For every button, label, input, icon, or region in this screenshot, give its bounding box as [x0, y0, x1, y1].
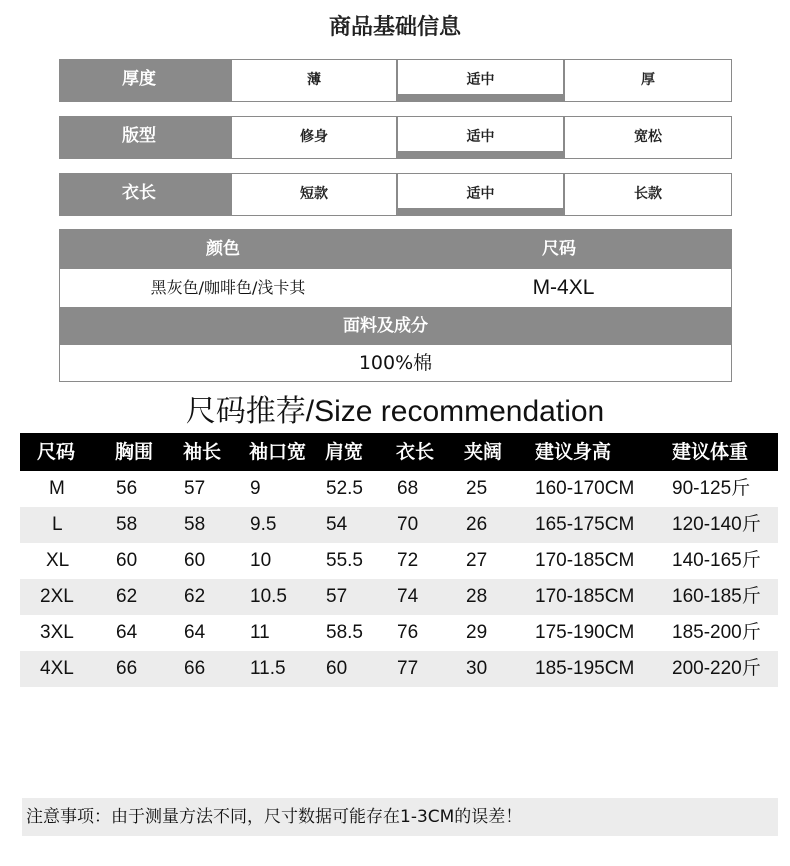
cell-length: 72	[397, 550, 419, 571]
thickness-option-thin: 薄	[230, 60, 396, 101]
cell-shoulder-width: 55.5	[326, 550, 363, 571]
cell-sleeve-length: 66	[184, 658, 206, 679]
cell-chest: 56	[116, 478, 138, 499]
cell-sleeve-length: 62	[184, 586, 206, 607]
cell-armpit-width: 30	[466, 658, 488, 679]
cell-chest: 58	[116, 514, 138, 535]
header-size: 尺码	[37, 441, 76, 463]
cell-armpit-width: 26	[466, 514, 488, 535]
cell-shoulder-width: 60	[326, 658, 348, 679]
fabric-header	[60, 307, 731, 345]
cell-armpit-width: 25	[466, 478, 488, 499]
cell-shoulder-width: 54	[326, 514, 348, 535]
cell-suggested-weight: 90-125斤	[672, 478, 751, 499]
cell-sleeve-length: 60	[184, 550, 206, 571]
cell-sleeve-length: 64	[184, 622, 206, 643]
cell-suggested-height: 160-170CM	[535, 478, 635, 499]
page-title: 商品基础信息	[328, 15, 461, 40]
header-armpit-width: 夹阔	[464, 441, 503, 463]
cell-length: 77	[397, 658, 419, 679]
size-label: 尺码	[542, 239, 576, 259]
cell-length: 68	[397, 478, 419, 499]
cell-size: L	[52, 514, 63, 535]
cell-cuff-width: 9	[250, 478, 261, 499]
table-row	[20, 471, 778, 507]
cell-shoulder-width: 57	[326, 586, 348, 607]
color-value: 黑灰色/咖啡色/浅卡其	[61, 270, 395, 306]
product-info-box	[59, 229, 732, 382]
color-label: 颜色	[206, 239, 240, 259]
cell-suggested-height: 175-190CM	[535, 622, 635, 643]
header-length: 衣长	[396, 441, 435, 463]
cell-suggested-weight: 185-200斤	[672, 622, 761, 643]
cell-suggested-weight: 140-165斤	[672, 550, 761, 571]
fit-option-loose: 宽松	[563, 117, 731, 158]
cell-chest: 60	[116, 550, 138, 571]
header-chest: 胸围	[115, 441, 154, 463]
cell-suggested-height: 170-185CM	[535, 550, 635, 571]
thickness-option-thick: 厚	[563, 60, 731, 101]
thickness-label: 厚度	[60, 60, 230, 101]
size-table-header	[20, 433, 778, 471]
cell-chest: 62	[116, 586, 138, 607]
cell-sleeve-length: 58	[184, 514, 206, 535]
cell-length: 74	[397, 586, 419, 607]
fabric-value: 100%棉	[61, 345, 730, 381]
length-label: 衣长	[60, 174, 230, 215]
cell-armpit-width: 27	[466, 550, 488, 571]
cell-suggested-height: 185-195CM	[535, 658, 635, 679]
header-suggested-weight: 建议体重	[672, 441, 749, 463]
length-option-long: 长款	[563, 174, 731, 215]
cell-armpit-width: 29	[466, 622, 488, 643]
cell-length: 70	[397, 514, 419, 535]
cell-cuff-width: 9.5	[250, 514, 277, 535]
cell-shoulder-width: 52.5	[326, 478, 363, 499]
header-cuff-width: 袖口宽	[249, 441, 307, 463]
cell-chest: 64	[116, 622, 138, 643]
thickness-row	[59, 59, 732, 102]
cell-size: M	[49, 478, 65, 499]
header-suggested-height: 建议身高	[535, 441, 612, 463]
cell-size: 2XL	[40, 586, 74, 607]
cell-cuff-width: 10.5	[250, 586, 287, 607]
cell-suggested-height: 170-185CM	[535, 586, 635, 607]
cell-cuff-width: 10	[250, 550, 272, 571]
cell-size: 3XL	[40, 622, 74, 643]
cell-armpit-width: 28	[466, 586, 488, 607]
cell-suggested-weight: 160-185斤	[672, 586, 761, 607]
cell-suggested-weight: 200-220斤	[672, 658, 761, 679]
cell-cuff-width: 11.5	[250, 658, 286, 679]
cell-size: XL	[46, 550, 70, 571]
measurement-note: 注意事项：由于测量方法不同，尺寸数据可能存在1-3CM的误差！	[22, 798, 778, 836]
header-shoulder-width: 肩宽	[325, 441, 364, 463]
fit-option-slim: 修身	[230, 117, 396, 158]
fit-label: 版型	[60, 117, 230, 158]
size-value: M-4XL	[397, 270, 730, 306]
table-row	[20, 507, 778, 543]
fabric-label: 面料及成分	[343, 316, 428, 336]
cell-size: 4XL	[40, 658, 74, 679]
cell-length: 76	[397, 622, 419, 643]
color-size-header	[60, 230, 731, 269]
fit-option-regular: 适中	[396, 117, 563, 158]
size-recommendation-title: 尺码推荐/Size recommendation	[185, 395, 605, 428]
table-row	[20, 579, 778, 615]
table-row	[20, 651, 778, 687]
table-row	[20, 543, 778, 579]
length-row	[59, 173, 732, 216]
thickness-option-medium: 适中	[396, 60, 563, 101]
table-row	[20, 615, 778, 651]
cell-chest: 66	[116, 658, 138, 679]
fit-row	[59, 116, 732, 159]
header-sleeve-length: 袖长	[183, 441, 222, 463]
length-option-regular: 适中	[396, 174, 563, 215]
length-option-short: 短款	[230, 174, 396, 215]
cell-suggested-height: 165-175CM	[535, 514, 635, 535]
cell-cuff-width: 11	[250, 622, 270, 643]
cell-shoulder-width: 58.5	[326, 622, 363, 643]
cell-sleeve-length: 57	[184, 478, 206, 499]
cell-suggested-weight: 120-140斤	[672, 514, 761, 535]
